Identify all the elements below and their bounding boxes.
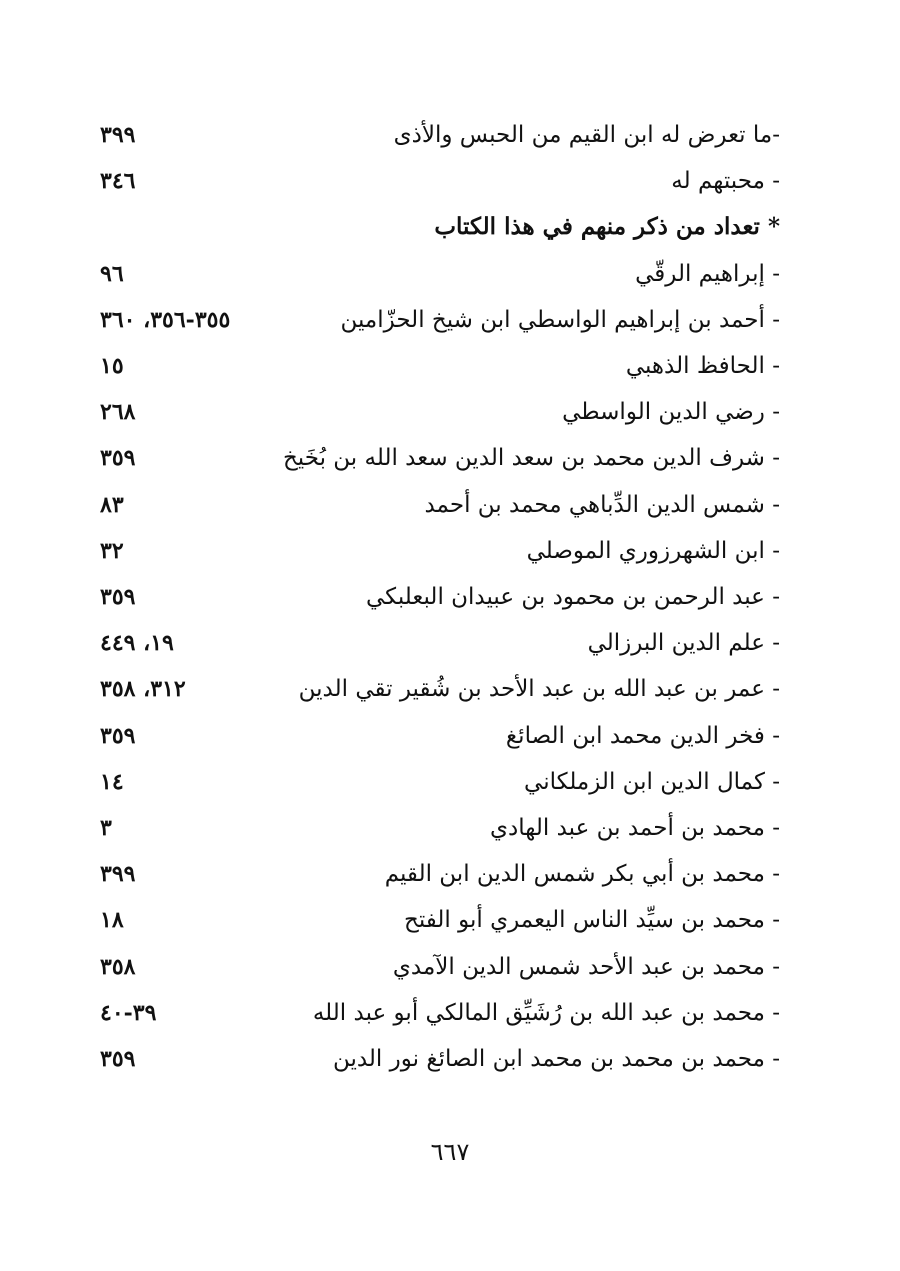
section-heading: * تعداد من ذكر منهم في هذا الكتاب [434, 213, 780, 241]
page-reference: ٣٥٨ [100, 953, 136, 980]
entry-text: - ابن الشهرزوري الموصلي [526, 537, 780, 564]
index-row [100, 435, 780, 481]
entry-text: - عمر بن عبد الله بن عبد الأحد بن شُقير تقي الدين [298, 676, 780, 703]
entry-text: - محمد بن أبي بكر شمس الدين ابن القيم [384, 861, 780, 888]
page-reference: ٣٢ [100, 537, 124, 564]
index-row [100, 528, 780, 574]
index-row [100, 251, 780, 297]
page-reference: ٣ [100, 815, 112, 841]
entry-text: - محمد بن محمد بن محمد ابن الصائغ نور الدين [332, 1046, 780, 1072]
index-row [100, 805, 780, 851]
page-reference: ٣٤٦ [100, 168, 136, 195]
entry-text: - كمال الدين ابن الزملكاني [524, 768, 780, 795]
page-reference: ١٨ [100, 907, 124, 934]
page-reference: ٣٩٩ [100, 122, 136, 148]
page-reference: ٣٥٩ [100, 584, 136, 610]
index-row [100, 158, 780, 204]
index-row [100, 389, 780, 435]
index-row [100, 297, 780, 343]
index-row [100, 482, 780, 528]
entry-text: - علم الدين البرزالي [587, 630, 780, 657]
entry-text: - محمد بن عبد الأحد شمس الدين الآمدي [392, 953, 780, 980]
index-row [100, 343, 780, 389]
entry-text: - عبد الرحمن بن محمود بن عبيدان البعلبكي [365, 584, 780, 610]
entry-text: - أحمد بن إبراهيم الواسطي ابن شيخ الحزّامين [340, 306, 780, 333]
page-reference: ١٤ [100, 768, 124, 795]
index-row [100, 574, 780, 620]
entry-text: - محمد بن سيِّد الناس اليعمري أبو الفتح [403, 907, 780, 934]
entry-text: - الحافظ الذهبي [625, 353, 780, 379]
index-row [100, 112, 780, 158]
index-row [100, 713, 780, 759]
entry-text: - محمد بن أحمد بن عبد الهادي [490, 815, 780, 841]
page-reference: ٣٥٥-٣٥٦، ٣٦٠ [100, 306, 231, 333]
index-row [100, 897, 780, 943]
index-row [100, 666, 780, 712]
page-reference: ١٩، ٤٤٩ [100, 630, 174, 657]
entry-text: -ما تعرض له ابن القيم من الحبس والأذى [393, 122, 780, 148]
index-row [100, 851, 780, 897]
entry-text: - شمس الدين الدِّباهي محمد بن أحمد [424, 491, 780, 518]
page-reference: ٣٥٩ [100, 445, 136, 472]
entry-text: - محمد بن عبد الله بن رُشَيِّق المالكي أبو عبد الله [312, 999, 780, 1026]
entry-text: - شرف الدين محمد بن سعد الدين سعد الله بن بُخَيخ [282, 445, 780, 472]
page-reference: ٩٦ [100, 260, 124, 287]
index-row [100, 204, 780, 250]
index-row [100, 620, 780, 666]
page-reference: ٨٣ [100, 491, 124, 518]
index-row [100, 944, 780, 990]
page-reference: ٣٩-٤٠ [100, 999, 157, 1026]
entry-text: - محبتهم له [671, 168, 780, 195]
entry-text: - فخر الدين محمد ابن الصائغ [505, 722, 780, 749]
index-row [100, 990, 780, 1036]
page-reference: ٣٥٩ [100, 1046, 136, 1072]
page-reference: ٢٦٨ [100, 399, 136, 426]
index-row [100, 759, 780, 805]
page-reference: ٣١٢، ٣٥٨ [100, 676, 186, 703]
page-reference: ٣٥٩ [100, 722, 136, 749]
entry-text: - رضي الدين الواسطي [562, 399, 780, 426]
index-row [100, 1036, 780, 1082]
page-number: ٦٦٧ [430, 1138, 470, 1166]
page-reference: ١٥ [100, 353, 124, 379]
page-reference: ٣٩٩ [100, 861, 136, 888]
entry-text: - إبراهيم الرقّي [635, 260, 780, 287]
